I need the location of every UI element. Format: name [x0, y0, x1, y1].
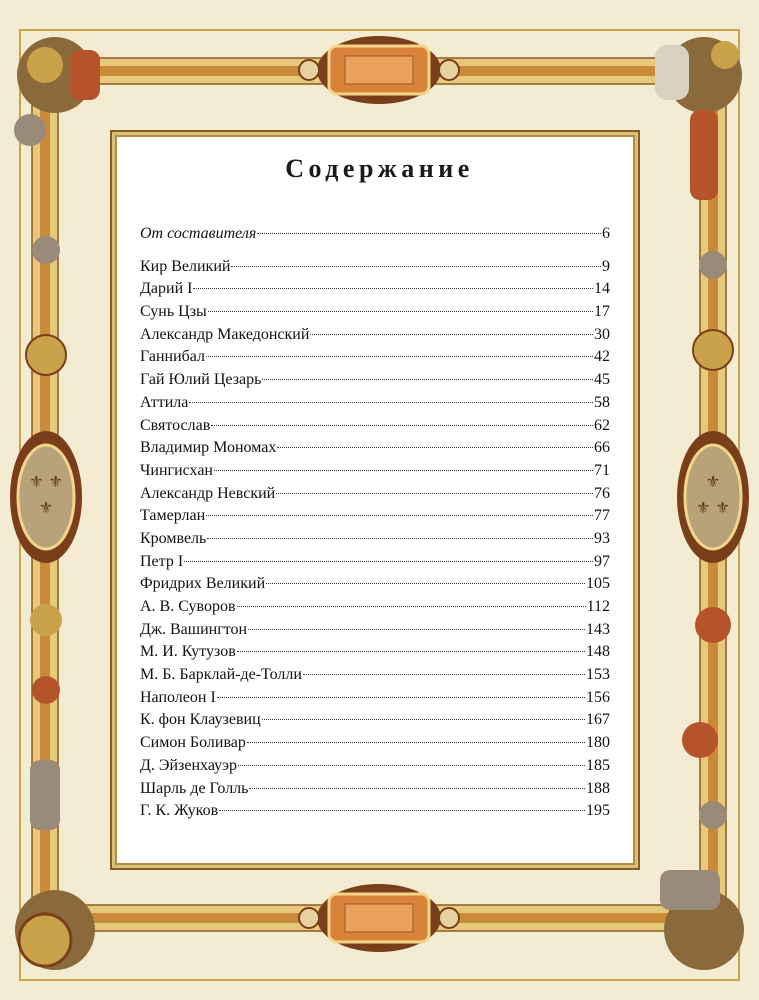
dot-leader [266, 583, 585, 584]
toc-entry-page-number: 14 [594, 280, 610, 298]
toc-entry-page-number: 188 [586, 779, 610, 797]
dot-leader [257, 233, 601, 234]
svg-text:⚜ ⚜: ⚜ ⚜ [696, 498, 730, 517]
toc-entry[interactable] [140, 802, 610, 825]
toc-entry[interactable] [140, 348, 610, 371]
toc-entry[interactable] [140, 711, 610, 734]
toc-entry-title: Александр Македонский [140, 325, 310, 343]
page-title: Содержание [285, 154, 474, 183]
toc-entry-title: А. В. Суворов [140, 598, 236, 615]
svg-text:⚜: ⚜ [38, 498, 54, 517]
table-of-contents [140, 225, 610, 825]
toc-entry[interactable] [140, 689, 610, 712]
toc-entry-title: Александр Невский [140, 484, 276, 502]
dot-leader [238, 765, 585, 766]
toc-entry-title: Кромвель [140, 529, 207, 547]
toc-entry-title: Сунь Цзы [140, 303, 207, 321]
dot-leader [206, 515, 593, 516]
toc-entry-page-number: 93 [594, 529, 610, 547]
dot-leader [189, 402, 593, 403]
toc-entry-page-number: 58 [594, 393, 610, 411]
toc-entry-title: Владимир Мономах [140, 439, 277, 457]
toc-entry-page-number: 77 [594, 507, 610, 525]
toc-entry-title: Г. К. Жуков [140, 802, 219, 820]
toc-entry-title: Петр I [140, 552, 184, 570]
dot-leader [208, 311, 593, 312]
dot-leader [237, 651, 585, 652]
toc-entry[interactable] [140, 643, 610, 666]
toc-entry-title: Кир Великий [140, 257, 231, 275]
toc-entry-page-number: 45 [594, 371, 610, 389]
toc-entry-page-number: 167 [586, 711, 610, 729]
toc-entry-title: Дарий I [140, 280, 193, 298]
toc-entry-page-number: 62 [594, 416, 610, 434]
toc-entry-page-number: 97 [594, 552, 610, 570]
toc-entry-title: М. Б. Барклай-де-Толли [140, 666, 302, 684]
toc-entry-title: Тамерлан [140, 507, 206, 525]
toc-entry[interactable] [140, 303, 610, 326]
dot-leader [219, 810, 585, 811]
toc-entry[interactable] [140, 326, 610, 349]
toc-entry[interactable] [140, 553, 610, 576]
toc-entry[interactable] [140, 666, 610, 689]
toc-entry-title: М. И. Кутузов [140, 643, 236, 661]
toc-entry[interactable] [140, 371, 610, 394]
toc-entry-title: Симон Боливар [140, 734, 246, 752]
dot-leader [247, 742, 585, 743]
dot-leader [248, 629, 585, 630]
svg-text:⚜ ⚜: ⚜ ⚜ [29, 472, 63, 491]
dot-leader [303, 674, 585, 675]
toc-entry-page-number: 148 [586, 643, 610, 661]
toc-entry[interactable] [140, 417, 610, 440]
dot-leader [214, 470, 593, 471]
toc-entry[interactable] [140, 507, 610, 530]
toc-entry[interactable] [140, 598, 610, 621]
toc-entry[interactable] [140, 225, 610, 248]
toc-entry-page-number: 185 [586, 756, 610, 774]
toc-entry-title: Дж. Вашингтон [140, 620, 248, 638]
toc-entry-title: Шарль де Голль [140, 779, 249, 797]
toc-entry[interactable] [140, 394, 610, 417]
toc-entry[interactable] [140, 734, 610, 757]
toc-entry-page-number: 180 [586, 734, 610, 752]
toc-entry[interactable] [140, 757, 610, 780]
dot-leader [207, 538, 593, 539]
dot-leader [277, 447, 593, 448]
dot-leader [276, 493, 593, 494]
dot-leader [184, 561, 593, 562]
toc-entry-page-number: 42 [594, 348, 610, 366]
toc-entry-page-number: 105 [586, 575, 610, 593]
toc-entry[interactable] [140, 485, 610, 508]
toc-entry-page-number: 153 [586, 666, 610, 684]
dot-leader [249, 788, 585, 789]
toc-entry-page-number: 112 [586, 598, 610, 615]
svg-text:⚜: ⚜ [705, 472, 721, 491]
dot-leader [217, 697, 585, 698]
dot-leader [231, 266, 601, 267]
toc-entry-page-number: 6 [602, 225, 610, 242]
dot-leader [211, 425, 593, 426]
toc-entry-title: К. фон Клаузевиц [140, 711, 261, 729]
toc-entry-title: Д. Эйзенхауэр [140, 756, 237, 774]
toc-entry-title: Чингисхан [140, 461, 213, 479]
left-medallion [10, 431, 82, 563]
toc-entry[interactable] [140, 575, 610, 598]
toc-entry-page-number: 195 [586, 802, 610, 820]
toc-entry[interactable] [140, 530, 610, 553]
dot-leader [310, 334, 593, 335]
toc-entry-page-number: 30 [594, 325, 610, 343]
right-medallion [677, 431, 749, 563]
dot-leader [206, 356, 593, 357]
toc-entry[interactable] [140, 280, 610, 303]
bottom-cartouche [299, 884, 459, 952]
toc-entry-title: Гай Юлий Цезарь [140, 371, 262, 389]
top-cartouche [299, 36, 459, 104]
dot-leader [237, 606, 586, 607]
toc-entry[interactable] [140, 780, 610, 803]
toc-entry[interactable] [140, 462, 610, 485]
toc-entry-title: Наполеон I [140, 688, 216, 706]
dot-leader [262, 379, 593, 380]
toc-entry[interactable] [140, 621, 610, 644]
toc-entry-page-number: 71 [594, 461, 610, 479]
toc-entry-page-number: 76 [594, 484, 610, 502]
toc-entry-page-number: 143 [586, 620, 610, 638]
toc-entry-title: Фридрих Великий [140, 575, 266, 593]
toc-entry-title: Святослав [140, 416, 211, 434]
toc-entry[interactable] [140, 258, 610, 281]
dot-leader [193, 288, 593, 289]
toc-entry-title: От составителя [140, 225, 257, 242]
toc-entry-title: Ганнибал [140, 348, 206, 366]
toc-entry-page-number: 156 [586, 688, 610, 706]
dot-leader [262, 719, 585, 720]
toc-entry-page-number: 9 [602, 257, 610, 275]
toc-entry-title: Аттила [140, 393, 189, 411]
toc-entry-page-number: 66 [594, 439, 610, 457]
toc-entry-page-number: 17 [594, 303, 610, 321]
toc-entry[interactable] [140, 439, 610, 462]
